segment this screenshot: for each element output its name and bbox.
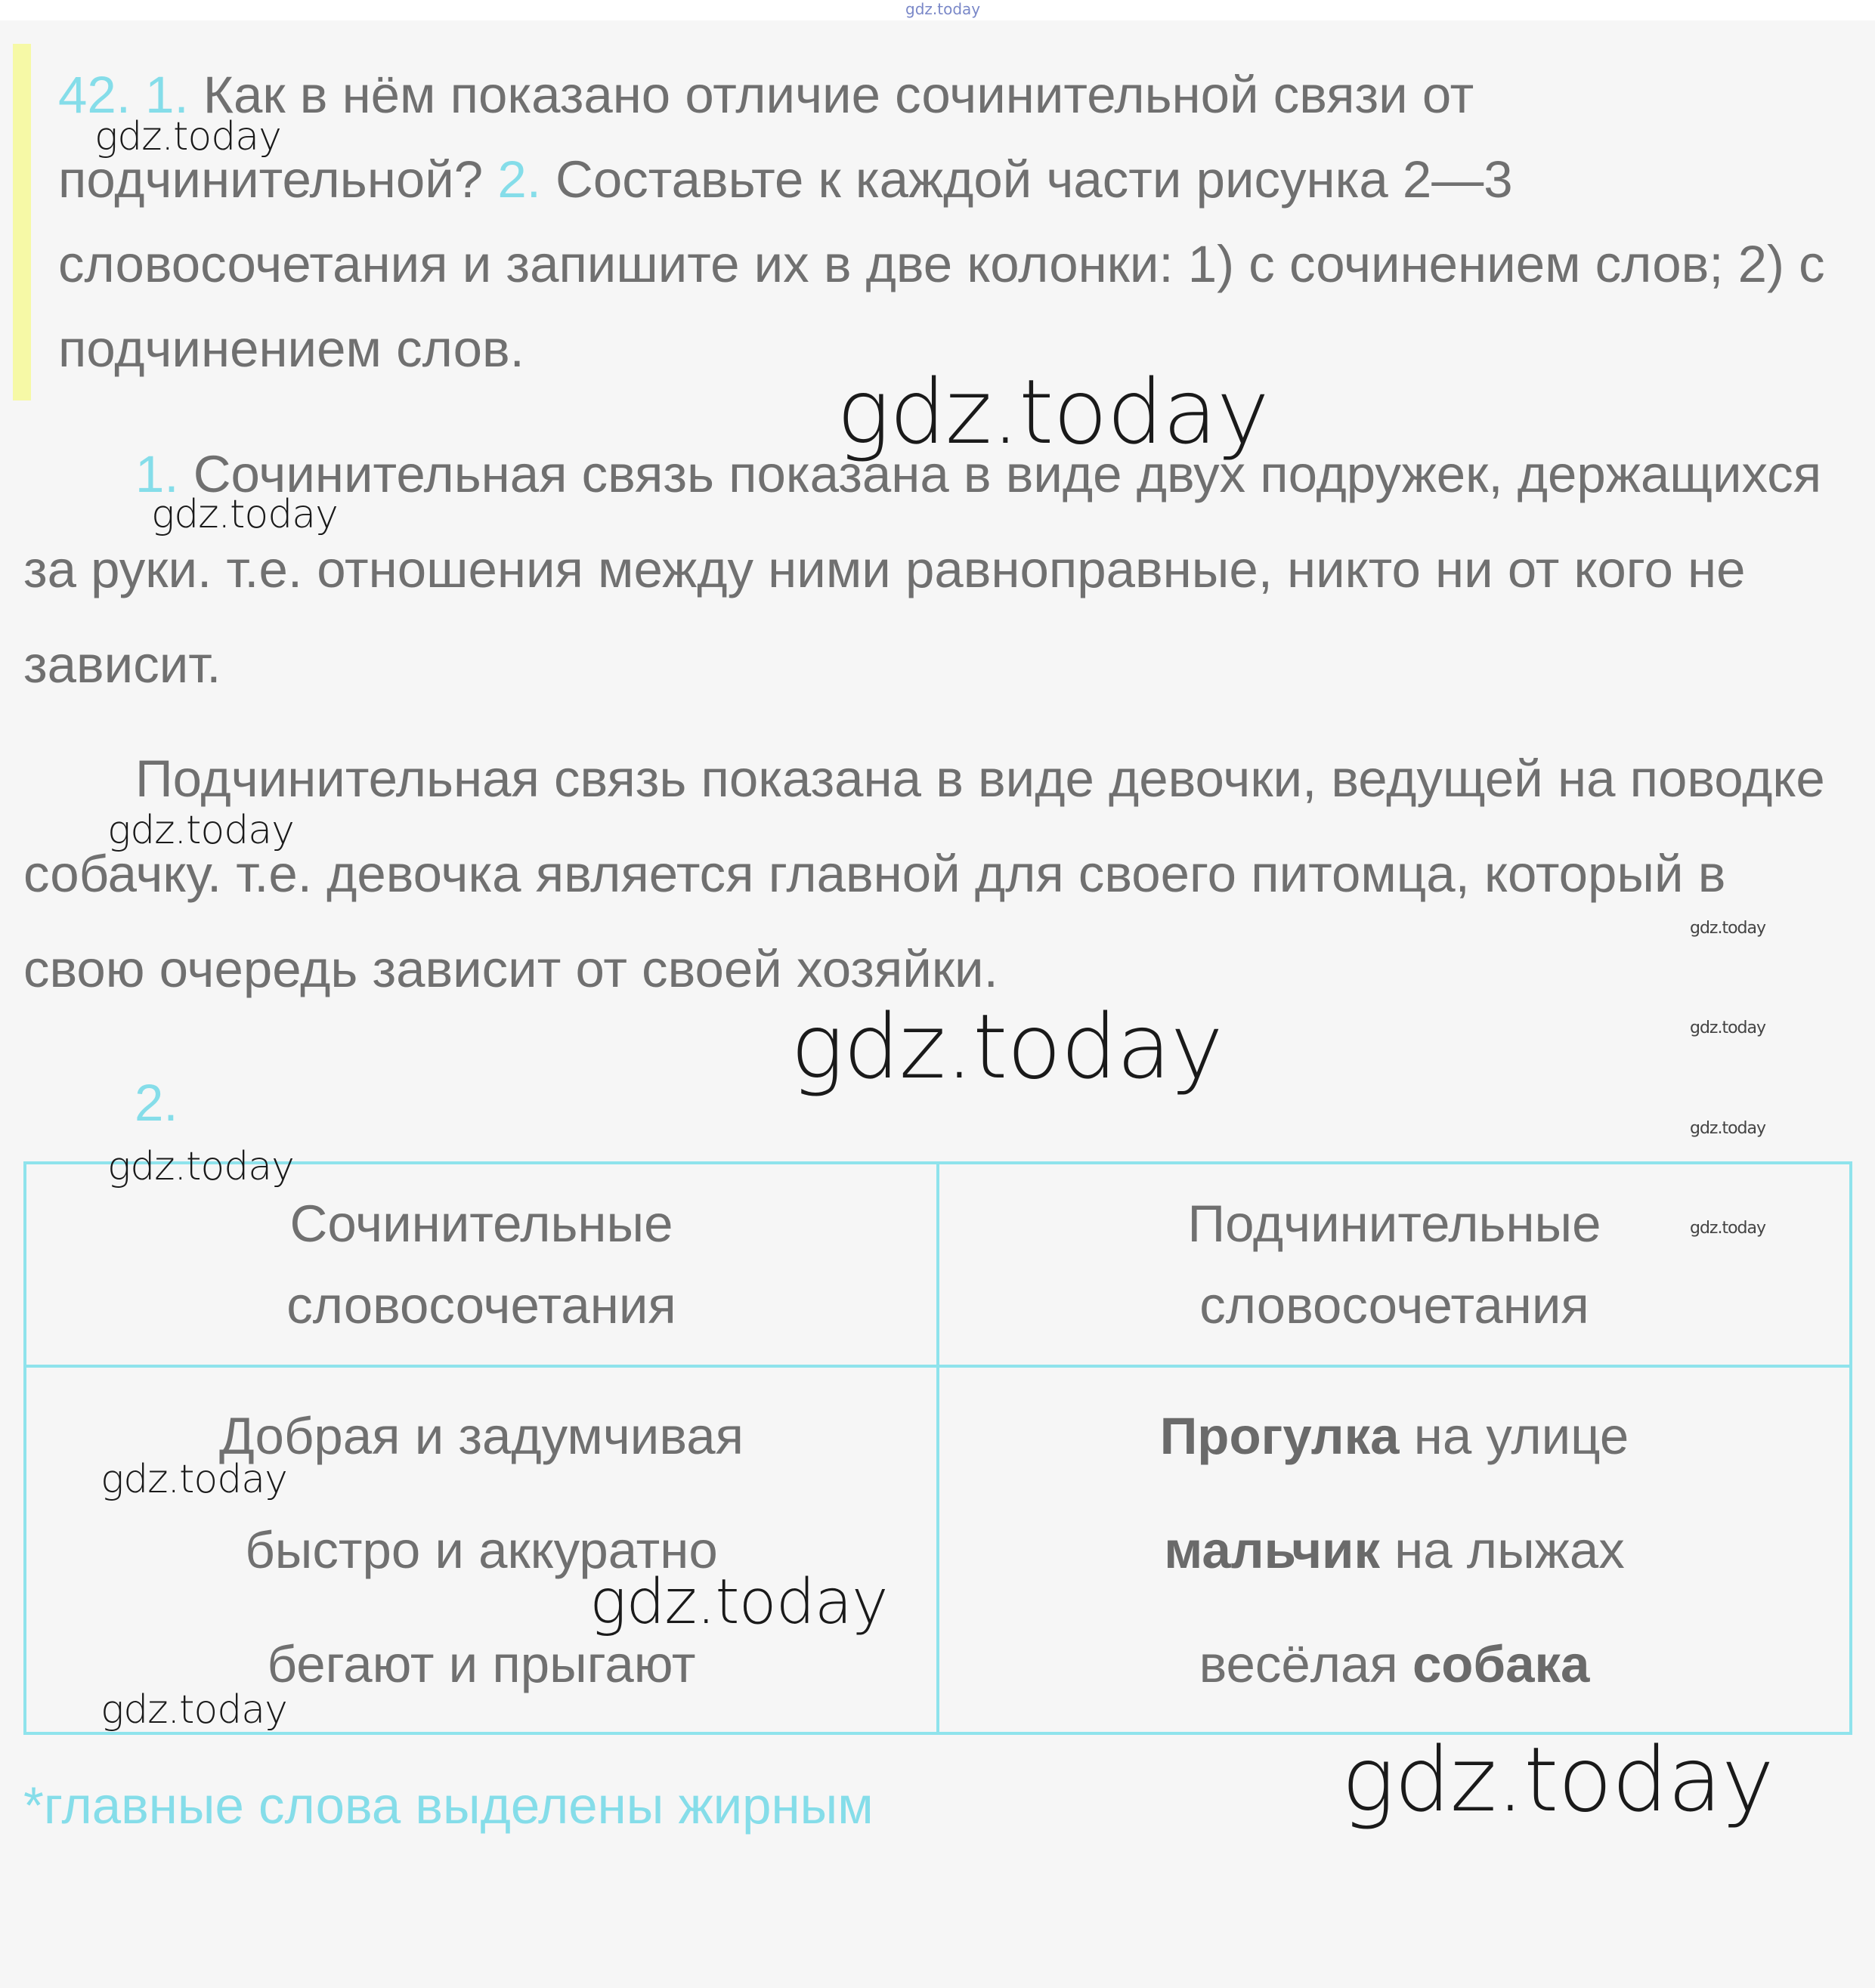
watermark: gdz.today bbox=[94, 114, 281, 159]
answer-1-paragraph-2 bbox=[23, 731, 1852, 1017]
watermark: gdz.today bbox=[101, 1687, 287, 1733]
question-1-text: Как в нём показано отличие сочинительной связи от подчинительной? bbox=[58, 66, 1474, 209]
watermark: gdz.today bbox=[1690, 1019, 1766, 1037]
header-coordinate bbox=[25, 1163, 938, 1366]
dependent-word: на улице bbox=[1399, 1406, 1629, 1465]
table-header-row bbox=[25, 1163, 1851, 1366]
coordinate-phrases-cell bbox=[25, 1366, 938, 1733]
header-coordinate-line-2: словосочетания bbox=[286, 1275, 676, 1334]
answer-1-paragraph-1 bbox=[23, 427, 1852, 713]
task-highlight-bar bbox=[13, 44, 31, 400]
question-2-number: 2. bbox=[497, 150, 541, 209]
watermark: gdz.today bbox=[151, 492, 338, 537]
header-coordinate-line-1: Сочинительные bbox=[289, 1194, 673, 1253]
watermark: gdz.today bbox=[1690, 1219, 1766, 1238]
footnote-text: главные слова выделены жирным bbox=[43, 1776, 874, 1835]
question-2-text: Составьте к каждой части рисунка 2—3 словосочетания и запишите их в две колонки: 1) с сочинением слов; 2) с подчинением слов. bbox=[58, 150, 1825, 378]
answer-2-number: 2. bbox=[135, 1074, 178, 1132]
watermark: gdz.today bbox=[791, 994, 1223, 1099]
subordinate-phrase bbox=[939, 1607, 1849, 1721]
answer-1-text-1: Сочинительная связь показана в виде двух подружек, держащихся за руки. т.е. отношения между ними равноправные, никто ни от кого не зависит. bbox=[23, 445, 1822, 694]
watermark: gdz.today bbox=[107, 808, 294, 853]
footnote bbox=[23, 1768, 874, 1844]
coordinate-phrase: быстро и аккуратно bbox=[245, 1520, 718, 1579]
watermark: gdz.today bbox=[1341, 1727, 1774, 1832]
header-subordinate-line-2: словосочетания bbox=[1199, 1275, 1589, 1334]
header-subordinate bbox=[938, 1163, 1851, 1366]
watermark: gdz.today bbox=[107, 1144, 294, 1189]
dependent-word: весёлая bbox=[1199, 1634, 1412, 1693]
watermark: gdz.today bbox=[589, 1566, 888, 1638]
dependent-word: на лыжах bbox=[1379, 1520, 1625, 1579]
answer-1-number: 1. bbox=[135, 445, 179, 503]
table-row bbox=[25, 1366, 1851, 1733]
coordinate-phrase: Добрая и задумчивая bbox=[219, 1406, 744, 1465]
answer-table bbox=[23, 1161, 1852, 1735]
subordinate-phrases-cell bbox=[938, 1366, 1851, 1733]
coordinate-phrase: бегают и прыгают bbox=[267, 1634, 696, 1693]
header-subordinate-line-1: Подчинительные bbox=[1187, 1194, 1601, 1253]
watermark: gdz.today bbox=[1690, 1119, 1766, 1138]
watermark: gdz.today bbox=[1690, 919, 1766, 938]
watermark: gdz.today bbox=[837, 360, 1269, 464]
watermark: gdz.today bbox=[101, 1457, 287, 1502]
answer-1-text-2: Подчинительная связь показана в виде девочки, ведущей на поводке собачку. т.е. девочка является главной для своего питомца, который в свою очередь зависит от своей хозяйки. bbox=[23, 750, 1825, 998]
question-1-number: 1. bbox=[145, 66, 189, 124]
task-number: 42. bbox=[58, 66, 131, 124]
main-word: мальчик bbox=[1164, 1520, 1380, 1579]
subordinate-phrase bbox=[939, 1493, 1849, 1607]
subordinate-phrase bbox=[939, 1379, 1849, 1493]
main-word: Прогулка bbox=[1159, 1406, 1400, 1465]
task-text bbox=[58, 53, 1857, 391]
main-word: собака bbox=[1412, 1634, 1590, 1693]
footnote-star: * bbox=[23, 1776, 44, 1835]
top-watermark: gdz.today bbox=[905, 0, 981, 18]
